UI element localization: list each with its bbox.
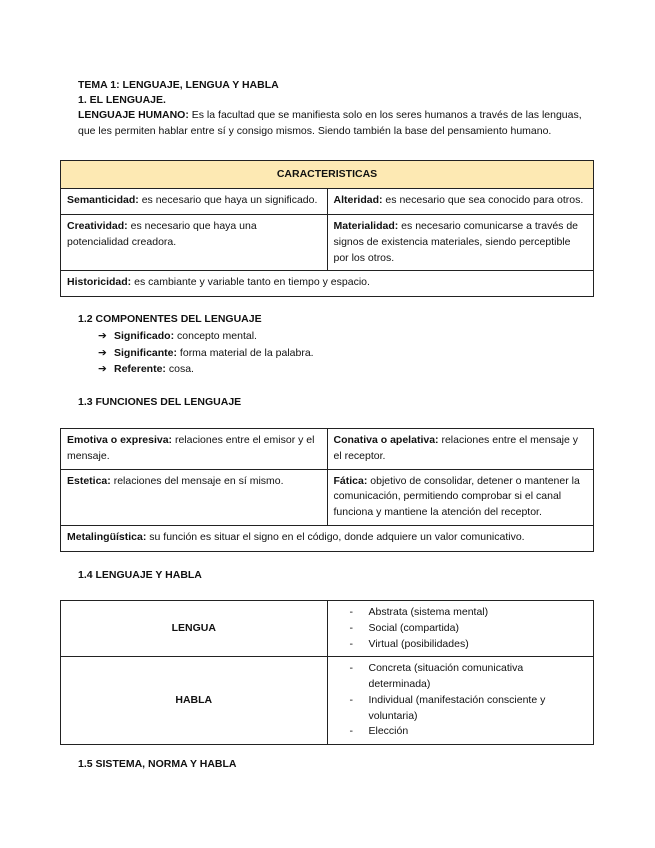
row-items-cell [327, 601, 594, 657]
dash-bullet: - [349, 606, 353, 618]
caracteristica-cell [61, 189, 328, 215]
list-item [334, 724, 588, 740]
cell-text: relaciones entre el emisor y el mensaje. [67, 434, 315, 462]
item-text: concepto mental. [174, 330, 257, 342]
item-term: Significado: [114, 330, 175, 342]
section-5-title: 1.5 SISTEMA, NORMA Y HABLA [78, 758, 237, 770]
caracteristica-cell [327, 215, 594, 271]
cell-term: Materialidad: [333, 220, 399, 232]
item-text: Elección [368, 725, 409, 738]
funciones-title: 1.3 FUNCIONES DEL LENGUAJE [78, 396, 242, 408]
row-items-cell [327, 657, 594, 745]
item-term: Referente: [114, 363, 166, 375]
arrow-right-icon: ➔ [98, 330, 107, 342]
list-item [334, 637, 588, 653]
cell-term: Estetica: [67, 474, 111, 487]
row-label: LENGUA [61, 601, 328, 657]
arrow-right-icon: ➔ [98, 346, 107, 359]
caracteristicas-header: CARACTERISTICAS [61, 161, 594, 189]
caracteristica-cell [61, 271, 594, 297]
funcion-cell [327, 469, 594, 525]
dash-bullet: - [349, 693, 353, 706]
cell-text: objetivo de consolidar, detener o mantener la comunicación, permitiendo comprobar si el canal funciona y mantiene la atención del receptor. [333, 474, 580, 518]
list-item [334, 661, 588, 693]
item-text: Virtual (posibilidades) [368, 637, 469, 650]
funcion-cell [61, 429, 328, 470]
lengua-habla-table [60, 600, 594, 745]
cell-term: Conativa o apelativa: [333, 434, 439, 446]
cell-term: Semanticidad: [67, 194, 139, 206]
list-item [98, 362, 314, 379]
cell-term: Historicidad: [67, 276, 132, 289]
row-items-list [334, 661, 588, 740]
item-term: Significante: [114, 346, 178, 359]
item-text: Abstrata (sistema mental) [368, 606, 489, 618]
cell-text: es necesario que haya un significado. [138, 194, 318, 206]
cell-term: Metalingüística: [67, 530, 147, 543]
dash-bullet: - [349, 621, 353, 634]
funcion-cell [61, 525, 594, 551]
cell-text: es necesario comunicarse a través de signos de existencia materiales, siendo perceptible por los otros. [333, 220, 579, 264]
caracteristicas-table [60, 160, 594, 297]
funciones-table [60, 428, 594, 552]
componentes-title: 1.2 COMPONENTES DEL LENGUAJE [78, 313, 262, 325]
list-item [334, 621, 588, 637]
row-items-list [334, 605, 588, 652]
dash-bullet: - [349, 725, 353, 738]
section-1-title: 1. EL LENGUAJE. [78, 94, 166, 107]
list-item [334, 605, 588, 621]
funcion-cell [61, 469, 328, 525]
item-text: forma material de la palabra. [177, 346, 314, 359]
cell-text: relaciones del mensaje en sí mismo. [110, 474, 284, 487]
caracteristica-cell [61, 215, 328, 271]
row-label: HABLA [61, 657, 328, 745]
componentes-list [98, 329, 314, 379]
cell-text: es necesario que haya una potencialidad creadora. [67, 220, 257, 248]
list-item [334, 693, 588, 725]
cell-text: su función es situar el signo en el código, donde adquiere un valor comunicativo. [146, 530, 525, 543]
dash-bullet: - [349, 637, 353, 650]
definition-text: Es la facultad que se manifiesta solo en los seres humanos a través de las lenguas, que les permiten hablar entre sí y consigo mismos. Siendo también la base del pensamiento humano. [78, 109, 582, 137]
lengua-habla-title: 1.4 LENGUAJE Y HABLA [78, 569, 202, 581]
cell-term: Fática: [333, 474, 368, 487]
cell-term: Creatividad: [67, 220, 128, 232]
item-text: Individual (manifestación consciente y voluntaria) [368, 693, 546, 722]
cell-term: Alteridad: [333, 194, 383, 206]
cell-text: es necesario que sea conocido para otros. [382, 194, 584, 206]
title-block [78, 78, 588, 139]
item-text: Concreta (situación comunicativa determinada) [368, 662, 524, 690]
list-item [98, 346, 314, 363]
cell-term: Emotiva o expresiva: [67, 434, 173, 446]
caracteristica-cell [327, 189, 594, 215]
definition-term: LENGUAJE HUMANO: [78, 109, 189, 122]
funcion-cell [327, 429, 594, 470]
item-text: Social (compartida) [368, 621, 459, 634]
dash-bullet: - [349, 662, 353, 675]
arrow-right-icon: ➔ [98, 363, 107, 375]
item-text: cosa. [165, 363, 194, 375]
cell-text: es cambiante y variable tanto en tiempo y espacio. [131, 276, 370, 289]
list-item [98, 329, 314, 346]
definition-paragraph [78, 108, 588, 138]
cell-text: relaciones entre el mensaje y el receptor. [333, 434, 579, 462]
tema-title: TEMA 1: LENGUAJE, LENGUA Y HABLA [78, 79, 279, 91]
